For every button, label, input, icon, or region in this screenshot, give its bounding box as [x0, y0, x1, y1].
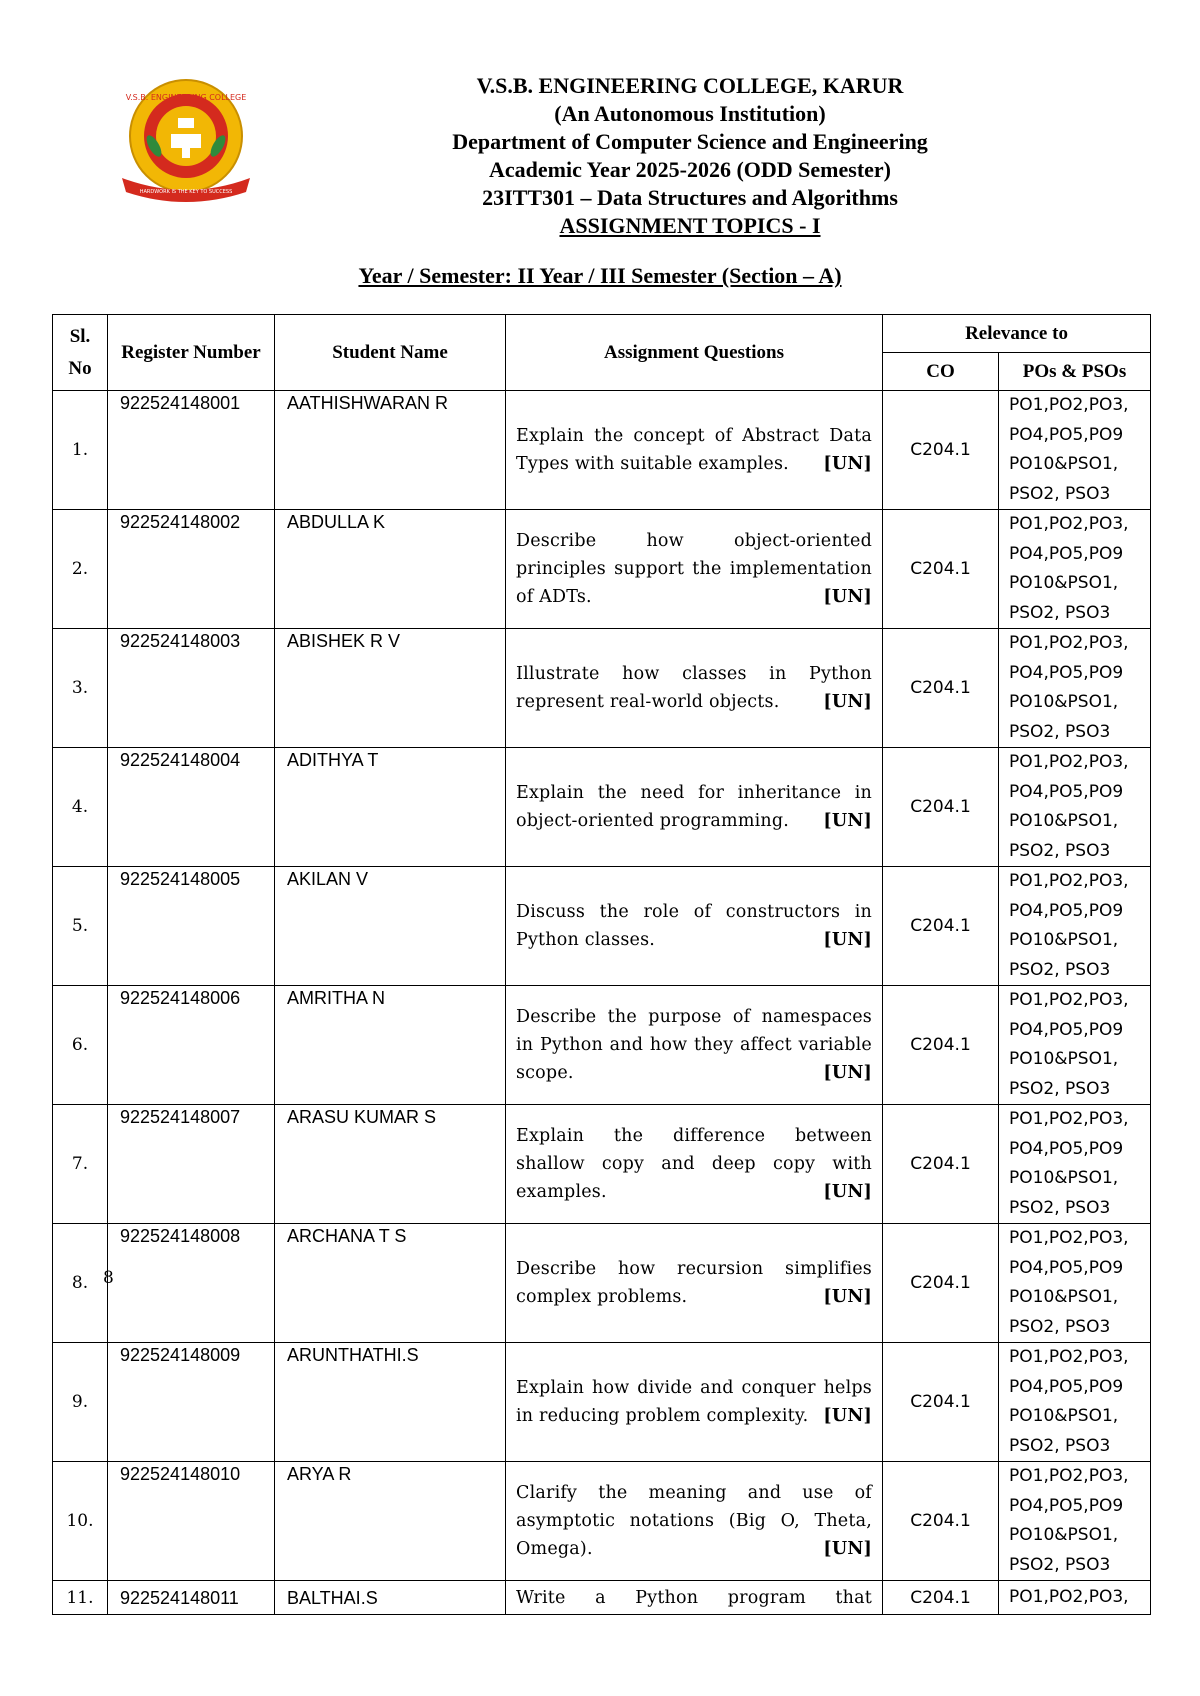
- pos-line: PO1,PO2,PO3,: [1009, 1109, 1129, 1129]
- cell-co: C204.1: [883, 986, 999, 1105]
- question-text: Describe the purpose of namespaces in Python and how they affect variable scope.: [516, 1007, 872, 1083]
- pos-line: PO4,PO5,PO9: [1009, 900, 1124, 921]
- header-relevance: Relevance to: [883, 315, 1151, 353]
- cell-co: C204.1: [883, 1581, 999, 1615]
- question-text: Explain the need for inheritance in object-oriented programming.: [516, 783, 872, 831]
- pos-line: PSO2, PSO3: [1009, 959, 1111, 980]
- cell-student-name: AMRITHA N: [275, 986, 506, 1105]
- cell-sl-no: 8. 8: [53, 1224, 108, 1343]
- question-text: Clarify the meaning and use of asymptotic notations (Big O, Theta, Omega).: [516, 1483, 872, 1559]
- college-logo: [116, 76, 256, 206]
- cell-pos-psos: [999, 391, 1151, 510]
- cell-register-number: 922524148008: [108, 1224, 275, 1343]
- pos-line: PO1,PO2,PO3,: [1009, 752, 1129, 772]
- cell-pos-psos: [999, 986, 1151, 1105]
- cell-assignment-question: [506, 1224, 883, 1343]
- pos-line: PSO2, PSO3: [1009, 840, 1111, 861]
- pos-line: PO10&PSO1,: [1009, 811, 1119, 831]
- table-row: [53, 510, 1151, 629]
- pos-line: PO1,PO2,PO3,: [1009, 514, 1129, 534]
- logo-ribbon-text: HARDWORK IS THE KEY TO SUCCESS: [139, 189, 233, 195]
- pos-line: PO10&PSO1,: [1009, 1168, 1119, 1188]
- table-row: [53, 1462, 1151, 1581]
- cell-co: C204.1: [883, 1105, 999, 1224]
- level-tag: [UN]: [823, 1406, 872, 1426]
- pos-line: PSO2, PSO3: [1009, 602, 1111, 623]
- cell-register-number: 922524148001: [108, 391, 275, 510]
- cell-co: C204.1: [883, 1462, 999, 1581]
- year-semester-line: Year / Semester: II Year / III Semester (Section – A): [358, 263, 842, 288]
- cell-sl-no: 11.: [53, 1581, 108, 1615]
- pos-line: PO10&PSO1,: [1009, 1049, 1119, 1069]
- table-row: [53, 748, 1151, 867]
- pos-line: PSO2, PSO3: [1009, 1435, 1111, 1456]
- cell-register-number: 922524148010: [108, 1462, 275, 1581]
- table-row: [53, 1105, 1151, 1224]
- level-tag: [UN]: [823, 1063, 872, 1083]
- header-student-name: Student Name: [275, 315, 506, 391]
- cell-assignment-question: [506, 986, 883, 1105]
- document-header: [280, 72, 1100, 240]
- cell-assignment-question: [506, 391, 883, 510]
- question-text: Explain the difference between shallow copy and deep copy with examples.: [516, 1126, 872, 1202]
- pos-line: PO1,PO2,PO3,: [1009, 395, 1129, 415]
- pos-line: PO10&PSO1,: [1009, 1406, 1119, 1426]
- pos-line: PO4,PO5,PO9: [1009, 1257, 1124, 1278]
- cell-co: C204.1: [883, 510, 999, 629]
- question-text: Describe how recursion simplifies complex problems.: [516, 1259, 872, 1307]
- level-tag: [UN]: [823, 930, 872, 950]
- level-tag: [UN]: [823, 692, 872, 712]
- pos-line: PO4,PO5,PO9: [1009, 1138, 1124, 1159]
- pos-line: PO1,PO2,PO3,: [1009, 990, 1129, 1010]
- pos-line: PO10&PSO1,: [1009, 930, 1119, 950]
- cell-register-number: 922524148005: [108, 867, 275, 986]
- table-row: [53, 1343, 1151, 1462]
- cell-assignment-question: Write a Python program that: [506, 1581, 883, 1615]
- cell-co: C204.1: [883, 1224, 999, 1343]
- assignment-topic-title: ASSIGNMENT TOPICS - I: [559, 213, 821, 238]
- pos-line: PO4,PO5,PO9: [1009, 1495, 1124, 1516]
- cell-assignment-question: [506, 510, 883, 629]
- level-tag: [UN]: [823, 811, 872, 831]
- pos-line: PO4,PO5,PO9: [1009, 1376, 1124, 1397]
- cell-student-name: ARASU KUMAR S: [275, 1105, 506, 1224]
- assignment-table: [52, 314, 1151, 1615]
- pos-line: PO1,PO2,PO3,: [1009, 1228, 1129, 1248]
- cell-co: C204.1: [883, 391, 999, 510]
- level-tag: [UN]: [823, 587, 872, 607]
- question-text: Illustrate how classes in Python represent real-world objects.: [516, 664, 872, 712]
- cell-co: C204.1: [883, 629, 999, 748]
- header-register-number: Register Number: [108, 315, 275, 391]
- level-tag: [UN]: [823, 1287, 872, 1307]
- autonomous-label: (An Autonomous Institution): [554, 101, 826, 126]
- cell-student-name: ARUNTHATHI.S: [275, 1343, 506, 1462]
- cell-co: C204.1: [883, 748, 999, 867]
- cell-register-number: 922524148006: [108, 986, 275, 1105]
- question-text: Explain how divide and conquer helps in reducing problem complexity.: [516, 1378, 872, 1426]
- cell-co: C204.1: [883, 867, 999, 986]
- level-tag: [UN]: [823, 1539, 872, 1559]
- cell-student-name: ARCHANA T S: [275, 1224, 506, 1343]
- pos-line: PO4,PO5,PO9: [1009, 662, 1124, 683]
- cell-student-name: ARYA R: [275, 1462, 506, 1581]
- cell-student-name: ABDULLA K: [275, 510, 506, 629]
- cell-sl-no: 1.: [53, 391, 108, 510]
- pos-line: PO1,PO2,PO3,: [1009, 1347, 1129, 1367]
- stray-mark: 8: [103, 1268, 114, 1288]
- cell-register-number: 922524148009: [108, 1343, 275, 1462]
- cell-register-number: 922524148003: [108, 629, 275, 748]
- cell-sl-no: 6.: [53, 986, 108, 1105]
- cell-pos-psos: [999, 629, 1151, 748]
- cell-student-name: BALTHAI.S: [275, 1581, 506, 1615]
- table-row: [53, 629, 1151, 748]
- cell-student-name: ADITHYA T: [275, 748, 506, 867]
- header-sl-no: Sl. No: [53, 315, 108, 391]
- logo-top-text: V.S.B. ENGINEERING COLLEGE: [125, 93, 247, 102]
- cell-sl-no: 9.: [53, 1343, 108, 1462]
- header-co: CO: [883, 353, 999, 391]
- pos-line: PO1,PO2,PO3,: [1009, 633, 1129, 653]
- cell-pos-psos: [999, 1105, 1151, 1224]
- pos-line: PO10&PSO1,: [1009, 692, 1119, 712]
- cell-register-number: 922524148004: [108, 748, 275, 867]
- cell-pos-psos: [999, 748, 1151, 867]
- cell-pos-psos: [999, 867, 1151, 986]
- header-pos-psos: POs & PSOs: [999, 353, 1151, 391]
- pos-line: PO10&PSO1,: [1009, 1287, 1119, 1307]
- cell-sl-no: 2.: [53, 510, 108, 629]
- cell-assignment-question: [506, 1105, 883, 1224]
- academic-year: Academic Year 2025-2026 (ODD Semester): [489, 157, 891, 182]
- pos-line: PSO2, PSO3: [1009, 1554, 1111, 1575]
- pos-line: PO1,PO2,PO3,: [1009, 871, 1129, 891]
- question-text: Explain the concept of Abstract Data Types with suitable examples.: [516, 426, 872, 474]
- cell-assignment-question: [506, 629, 883, 748]
- cell-assignment-question: [506, 1462, 883, 1581]
- pos-line: PSO2, PSO3: [1009, 1197, 1111, 1218]
- pos-line: PSO2, PSO3: [1009, 1078, 1111, 1099]
- pos-line: PO10&PSO1,: [1009, 454, 1119, 474]
- table-row: [53, 1581, 1151, 1615]
- cell-assignment-question: [506, 1343, 883, 1462]
- table-row: [53, 986, 1151, 1105]
- cell-sl-no: 7.: [53, 1105, 108, 1224]
- cell-sl-no: 10.: [53, 1462, 108, 1581]
- cell-pos-psos: [999, 1462, 1151, 1581]
- table-row: [53, 867, 1151, 986]
- pos-line: PO4,PO5,PO9: [1009, 543, 1124, 564]
- department-name: Department of Computer Science and Engineering: [452, 129, 928, 154]
- table-row: [53, 391, 1151, 510]
- table-body: [53, 391, 1151, 1615]
- cell-assignment-question: [506, 867, 883, 986]
- level-tag: [UN]: [823, 454, 872, 474]
- pos-line: PSO2, PSO3: [1009, 721, 1111, 742]
- pos-line: PSO2, PSO3: [1009, 1316, 1111, 1337]
- question-text: Describe how object-oriented principles support the implementation of ADTs.: [516, 531, 872, 607]
- pos-line: PO4,PO5,PO9: [1009, 781, 1124, 802]
- cell-sl-no: 4.: [53, 748, 108, 867]
- header-assignment-questions: Assignment Questions: [506, 315, 883, 391]
- table-row: [53, 1224, 1151, 1343]
- pos-line: PO1,PO2,PO3,: [1009, 1466, 1129, 1486]
- course-title: 23ITT301 – Data Structures and Algorithms: [482, 185, 898, 210]
- cell-student-name: AKILAN V: [275, 867, 506, 986]
- pos-line: PO4,PO5,PO9: [1009, 424, 1124, 445]
- cell-register-number: 922524148007: [108, 1105, 275, 1224]
- cell-sl-no: 5.: [53, 867, 108, 986]
- pos-line: PO10&PSO1,: [1009, 1525, 1119, 1545]
- cell-register-number: 922524148011: [108, 1581, 275, 1615]
- cell-register-number: 922524148002: [108, 510, 275, 629]
- cell-pos-psos: PO1,PO2,PO3,: [999, 1581, 1151, 1615]
- cell-sl-no: 3.: [53, 629, 108, 748]
- cell-pos-psos: [999, 510, 1151, 629]
- cell-student-name: ABISHEK R V: [275, 629, 506, 748]
- pos-line: PSO2, PSO3: [1009, 483, 1111, 504]
- pos-line: PO10&PSO1,: [1009, 573, 1119, 593]
- cell-co: C204.1: [883, 1343, 999, 1462]
- cell-pos-psos: [999, 1343, 1151, 1462]
- cell-assignment-question: [506, 748, 883, 867]
- pos-line: PO4,PO5,PO9: [1009, 1019, 1124, 1040]
- question-text: Discuss the role of constructors in Python classes.: [516, 902, 872, 950]
- cell-pos-psos: [999, 1224, 1151, 1343]
- cell-student-name: AATHISHWARAN R: [275, 391, 506, 510]
- college-name: V.S.B. ENGINEERING COLLEGE, KARUR: [476, 73, 904, 98]
- level-tag: [UN]: [823, 1182, 872, 1202]
